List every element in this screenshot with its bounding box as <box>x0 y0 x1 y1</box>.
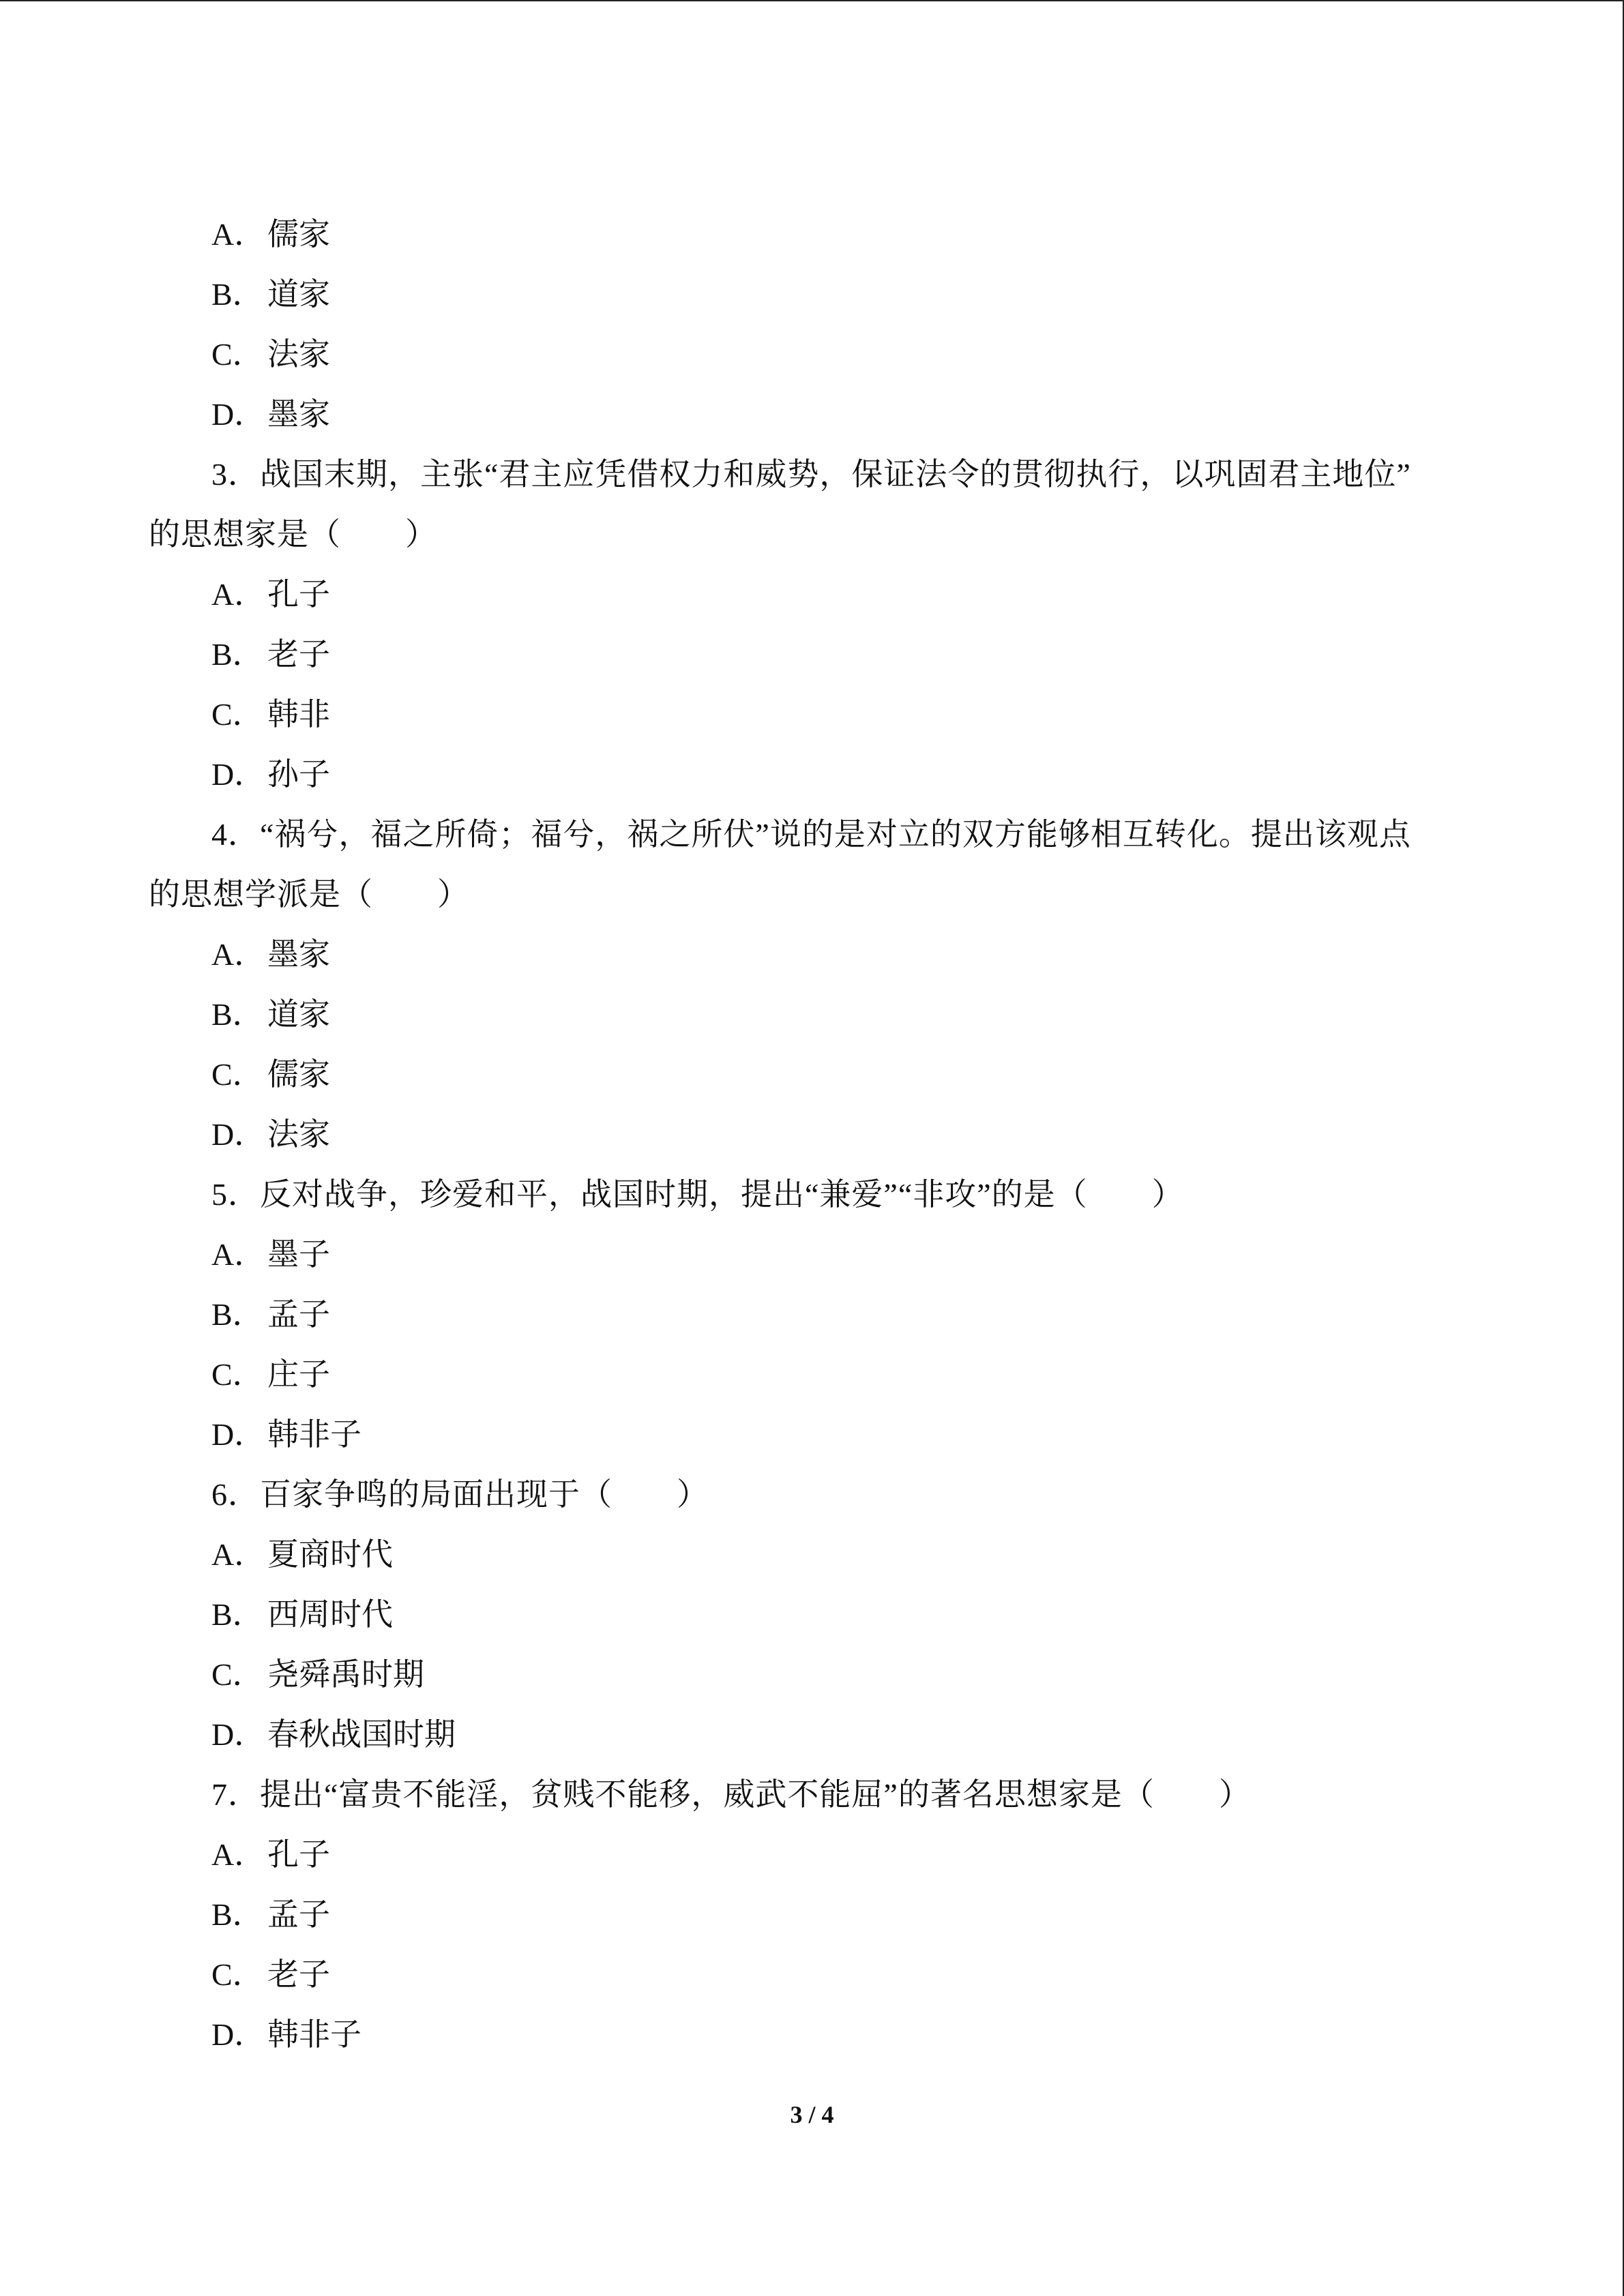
option-letter: A． <box>211 1537 266 1572</box>
option-line <box>0 1525 1624 1585</box>
option-letter: C． <box>211 1957 264 1992</box>
option-line <box>0 1045 1624 1105</box>
option-line <box>0 2005 1624 2065</box>
question-5-stem: 5．反对战争，珍爱和平，战国时期，提出“兼爱”“非攻”的是（ ） <box>211 1177 1184 1212</box>
option-letter: D． <box>211 1117 266 1152</box>
option-letter: C． <box>211 337 264 372</box>
option-line <box>0 1585 1624 1645</box>
option-text: 墨家 <box>267 937 330 972</box>
option-line <box>0 925 1624 985</box>
option-line <box>0 685 1624 745</box>
option-text: 春秋战国时期 <box>267 1717 456 1752</box>
option-letter: D． <box>211 2017 266 2052</box>
option-text: 儒家 <box>267 217 330 252</box>
option-line <box>0 985 1624 1045</box>
option-line <box>0 1345 1624 1405</box>
option-letter: D． <box>211 757 266 792</box>
page-number: 3 / 4 <box>790 2101 834 2128</box>
option-letter: B． <box>211 1897 264 1932</box>
option-text: 道家 <box>267 277 330 312</box>
option-line <box>0 1285 1624 1345</box>
option-letter: B． <box>211 997 264 1032</box>
option-line <box>0 1705 1624 1765</box>
option-line <box>0 385 1624 445</box>
option-text: 韩非 <box>267 697 330 732</box>
question-7-stem: 7．提出“富贵不能淫，贫贱不能移，威武不能屈”的著名思想家是（ ） <box>211 1777 1251 1812</box>
option-line <box>0 565 1624 625</box>
option-letter: B． <box>211 1597 264 1632</box>
option-letter: C． <box>211 697 264 732</box>
option-line <box>0 1105 1624 1165</box>
option-text: 西周时代 <box>267 1597 393 1632</box>
option-line <box>0 1225 1624 1285</box>
option-letter: A． <box>211 1837 266 1872</box>
option-letter: D． <box>211 1417 266 1452</box>
option-letter: B． <box>211 277 264 312</box>
option-text: 韩非子 <box>267 2017 361 2052</box>
option-letter: A． <box>211 937 266 972</box>
option-line <box>0 625 1624 685</box>
question-3-stem-continued: 的思想家是（ ） <box>149 517 437 552</box>
option-text: 孙子 <box>267 757 330 792</box>
option-line <box>0 1645 1624 1705</box>
option-line <box>0 1945 1624 2005</box>
option-text: 孔子 <box>267 577 330 612</box>
option-text: 韩非子 <box>267 1417 361 1452</box>
option-text: 孔子 <box>267 1837 330 1872</box>
option-letter: C． <box>211 1057 264 1092</box>
option-text: 老子 <box>267 637 330 672</box>
option-line <box>0 205 1624 265</box>
option-text: 墨子 <box>267 1237 330 1272</box>
option-line <box>0 1825 1624 1885</box>
option-line <box>0 1885 1624 1945</box>
option-text: 法家 <box>267 337 330 372</box>
option-letter: A． <box>211 577 266 612</box>
option-text: 道家 <box>267 997 330 1032</box>
option-text: 孟子 <box>267 1897 330 1932</box>
option-letter: B． <box>211 637 264 672</box>
option-text: 夏商时代 <box>267 1537 393 1572</box>
document-body <box>0 205 1624 2065</box>
question-6-stem: 6．百家争鸣的局面出现于（ ） <box>211 1477 709 1512</box>
question-3-stem: 3．战国末期，主张“君主应凭借权力和威势，保证法令的贯彻执行，以巩固君主地位” <box>211 457 1411 492</box>
option-text: 孟子 <box>267 1297 330 1332</box>
option-text: 儒家 <box>267 1057 330 1092</box>
option-line <box>0 1405 1624 1465</box>
option-letter: A． <box>211 217 266 252</box>
option-text: 老子 <box>267 1957 330 1992</box>
option-letter: A． <box>211 1237 266 1272</box>
option-letter: B． <box>211 1297 264 1332</box>
option-letter: C． <box>211 1657 264 1692</box>
option-letter: D． <box>211 397 266 432</box>
option-line <box>0 265 1624 325</box>
option-line <box>0 325 1624 385</box>
option-text: 墨家 <box>267 397 330 432</box>
option-text: 庄子 <box>267 1357 330 1392</box>
question-4-stem-continued: 的思想学派是（ ） <box>149 877 469 912</box>
option-line <box>0 745 1624 805</box>
option-letter: D． <box>211 1717 266 1752</box>
option-text: 法家 <box>267 1117 330 1152</box>
option-letter: C． <box>211 1357 264 1392</box>
question-4-stem: 4．“祸兮，福之所倚；福兮，祸之所伏”说的是对立的双方能够相互转化。提出该观点 <box>211 817 1411 852</box>
option-text: 尧舜禹时期 <box>267 1657 424 1692</box>
